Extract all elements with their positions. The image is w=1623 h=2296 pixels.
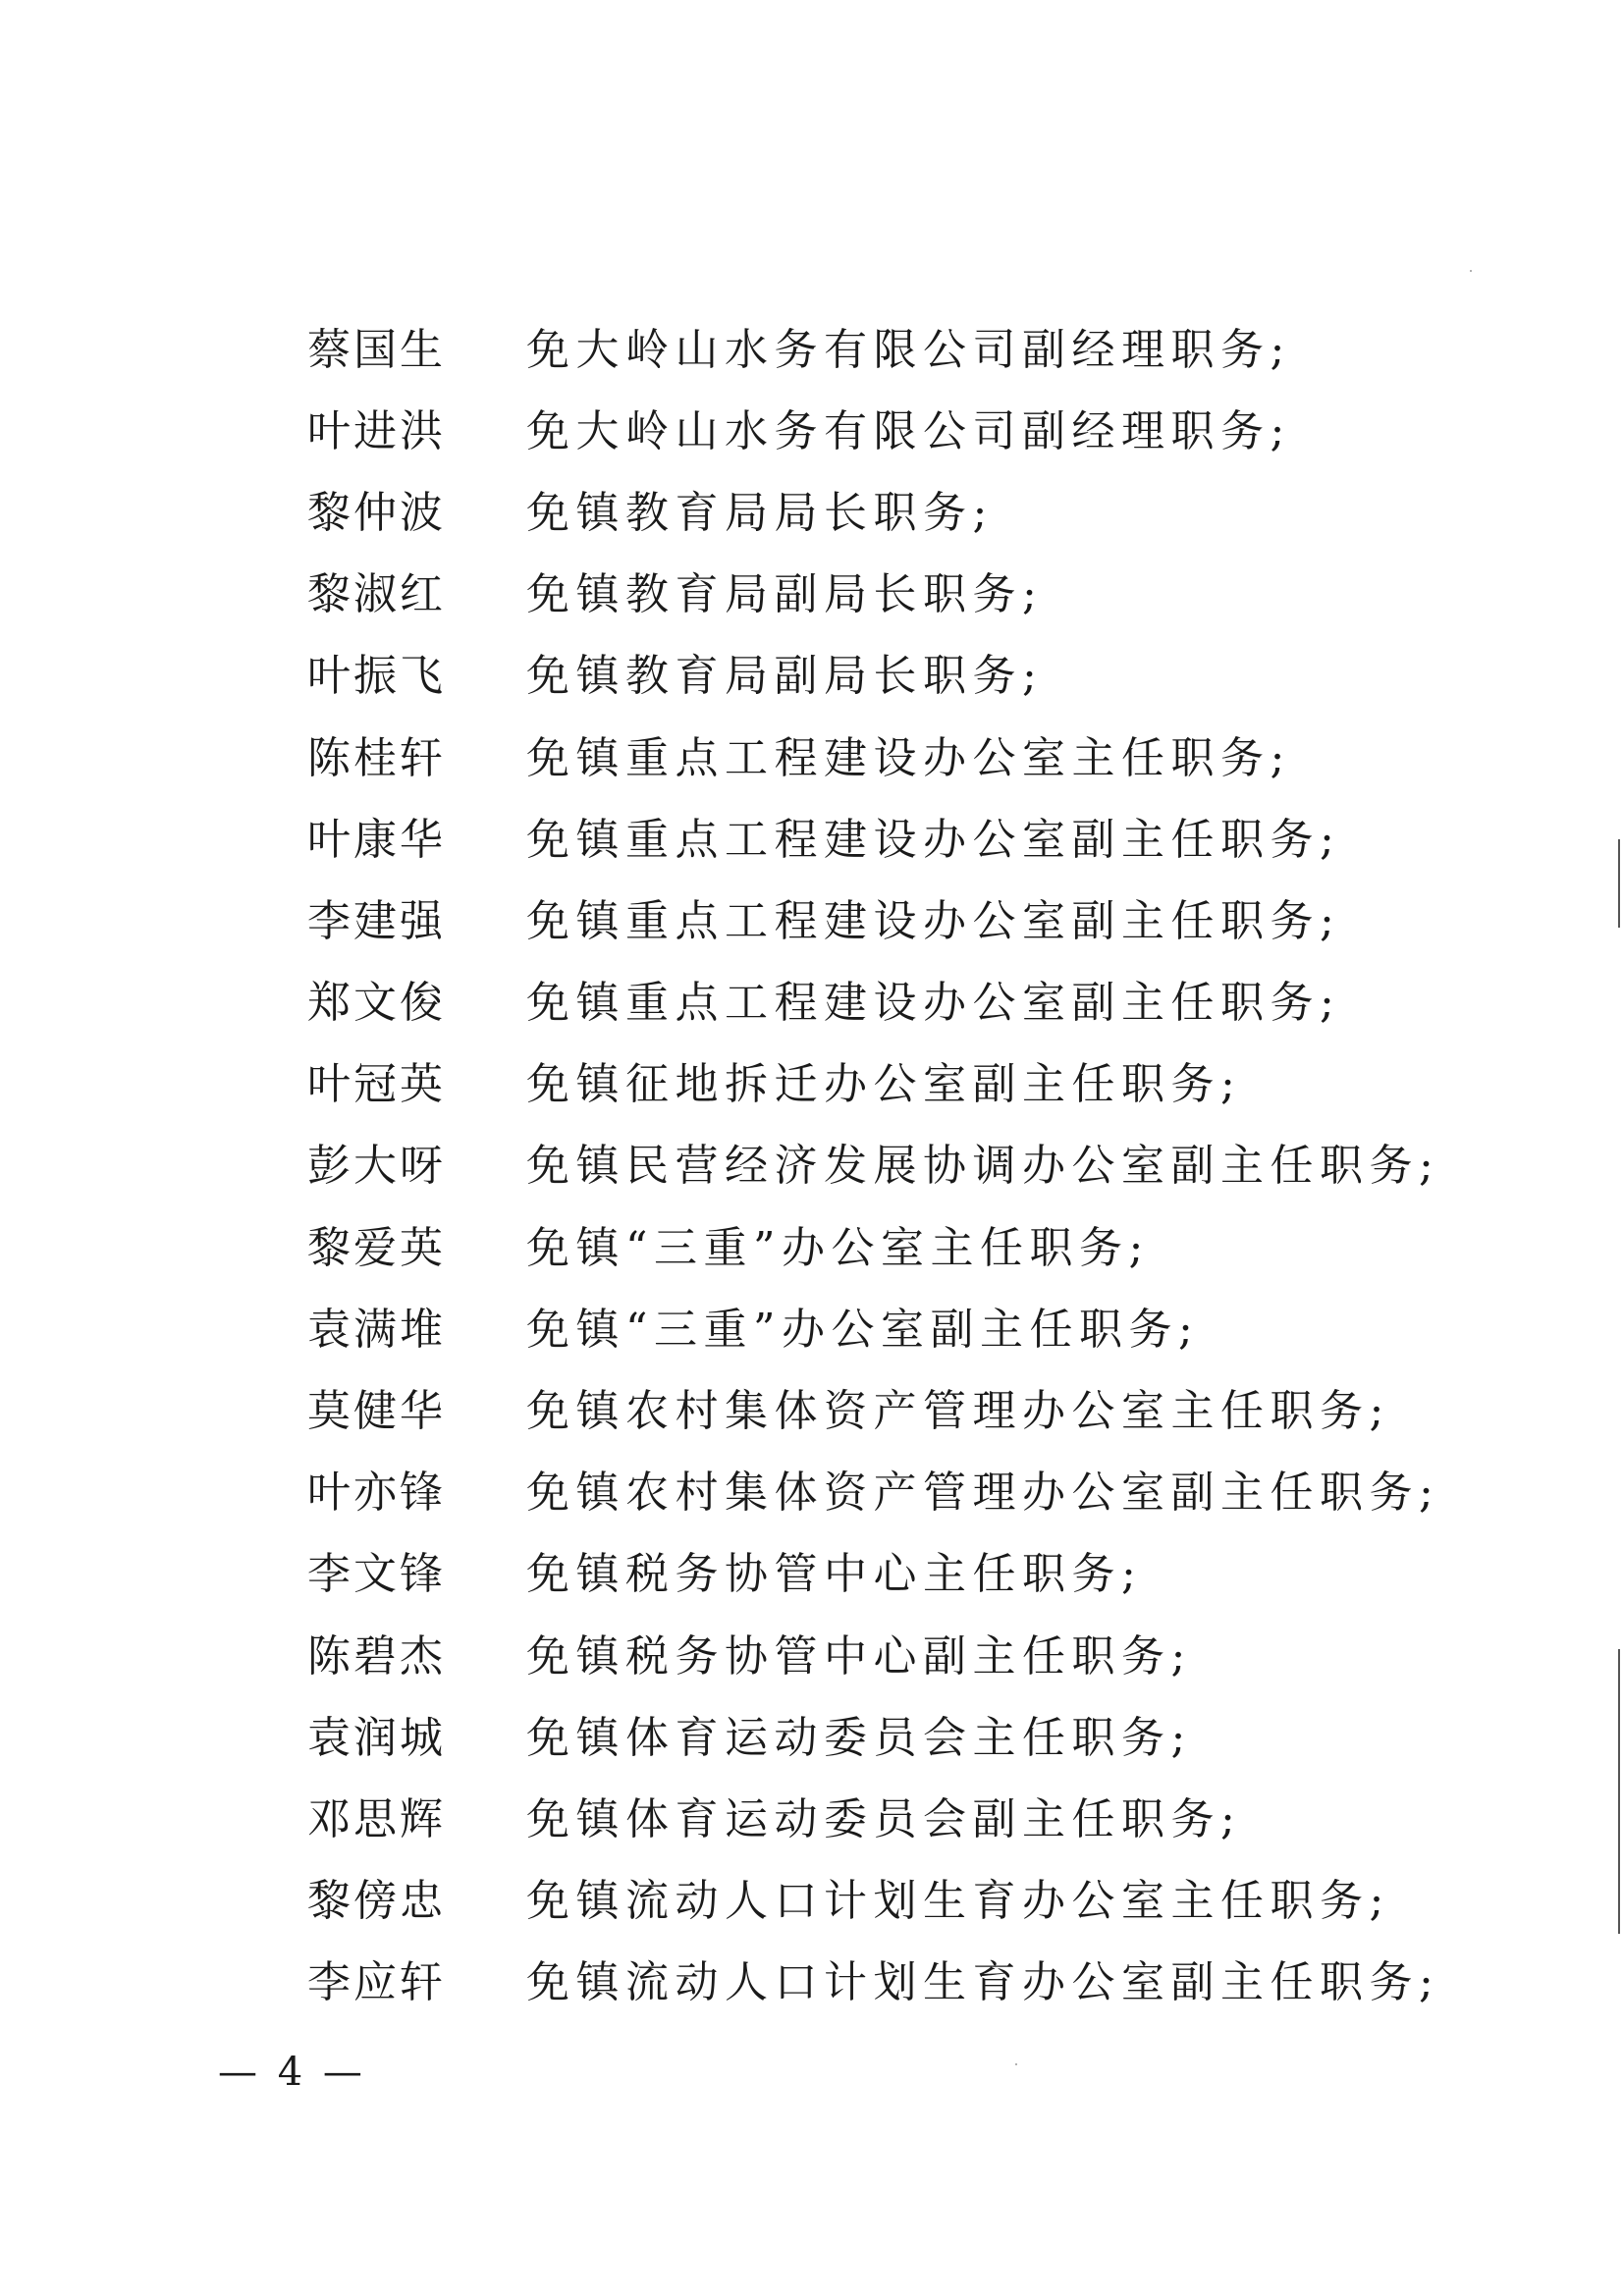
duty-text: 免镇重点工程建设办公室副主任职务; [526, 895, 1341, 946]
person-name: 叶亦锋 [307, 1468, 446, 1519]
duty-text: 免大岭山水务有限公司副经理职务; [526, 405, 1291, 456]
person-name: 陈碧杰 [307, 1630, 446, 1682]
person-name: 李应轩 [307, 1957, 446, 2008]
list-item [307, 794, 1387, 876]
duty-text: 免镇重点工程建设办公室副主任职务; [526, 978, 1341, 1029]
page-number: — 4 — [218, 2050, 366, 2095]
duty-text: 免镇流动人口计划生育办公室主任职务; [526, 1876, 1390, 1927]
list-item [307, 386, 1387, 467]
duty-text: 免镇教育局局长职务; [526, 487, 994, 538]
duty-text: 免镇农村集体资产管理办公室主任职务; [526, 1386, 1390, 1437]
person-name: 叶振飞 [307, 651, 446, 702]
duty-text: 免镇农村集体资产管理办公室副主任职务; [526, 1468, 1440, 1519]
list-item [307, 1202, 1387, 1284]
person-name: 黎傍忠 [307, 1876, 446, 1927]
person-name: 陈桂轩 [307, 732, 446, 783]
list-item [307, 1774, 1387, 1855]
list-item [307, 713, 1387, 794]
person-name: 叶进洪 [307, 405, 446, 456]
scan-speck [1015, 2063, 1017, 2065]
duty-text: 免镇征地拆迁办公室副主任职务; [526, 1059, 1242, 1110]
person-name: 袁满堆 [307, 1304, 446, 1355]
person-name: 蔡国生 [307, 324, 446, 375]
duty-text: 免镇体育运动委员会主任职务; [526, 1712, 1192, 1763]
list-item [307, 467, 1387, 549]
list-item [307, 1692, 1387, 1774]
person-name: 李建强 [307, 895, 446, 946]
person-name: 莫健华 [307, 1386, 446, 1437]
scan-edge-mark [1618, 1649, 1620, 1934]
list-item [307, 304, 1387, 386]
duty-text: 免镇税务协管中心主任职务; [526, 1549, 1143, 1600]
duty-text: 免镇流动人口计划生育办公室副主任职务; [526, 1957, 1440, 2008]
person-name: 彭大呀 [307, 1141, 446, 1192]
person-name: 叶冠英 [307, 1059, 446, 1110]
person-name: 邓思辉 [307, 1793, 446, 1844]
scan-speck [1470, 270, 1472, 272]
appointment-list [307, 304, 1440, 2019]
list-item [307, 1284, 1387, 1365]
list-item [307, 550, 1387, 631]
duty-text: 免镇重点工程建设办公室主任职务; [526, 732, 1291, 783]
list-item [307, 1856, 1390, 1938]
duty-text: 免镇“三重”办公室主任职务; [526, 1222, 1150, 1273]
list-item [307, 876, 1387, 957]
list-item [307, 1448, 1440, 1529]
duty-text: 免镇体育运动委员会副主任职务; [526, 1793, 1242, 1844]
list-item [307, 631, 1387, 713]
person-name: 黎仲波 [307, 487, 446, 538]
list-item [307, 1365, 1390, 1447]
person-name: 黎爱英 [307, 1222, 446, 1273]
person-name: 郑文俊 [307, 978, 446, 1029]
scan-edge-mark [1618, 839, 1620, 928]
list-item [307, 1529, 1387, 1611]
list-item [307, 1040, 1387, 1121]
list-item [307, 1121, 1440, 1202]
list-item [307, 1611, 1387, 1692]
duty-text: 免镇教育局副局长职务; [526, 651, 1044, 702]
duty-text: 免镇民营经济发展协调办公室副主任职务; [526, 1141, 1440, 1192]
duty-text: 免镇教育局副局长职务; [526, 569, 1044, 620]
duty-text: 免镇重点工程建设办公室副主任职务; [526, 814, 1341, 865]
duty-text: 免大岭山水务有限公司副经理职务; [526, 324, 1291, 375]
list-item [307, 1938, 1440, 2019]
person-name: 袁润城 [307, 1712, 446, 1763]
person-name: 叶康华 [307, 814, 446, 865]
person-name: 黎淑红 [307, 569, 446, 620]
person-name: 李文锋 [307, 1549, 446, 1600]
duty-text: 免镇“三重”办公室副主任职务; [526, 1304, 1200, 1355]
duty-text: 免镇税务协管中心副主任职务; [526, 1630, 1192, 1682]
list-item [307, 958, 1387, 1040]
